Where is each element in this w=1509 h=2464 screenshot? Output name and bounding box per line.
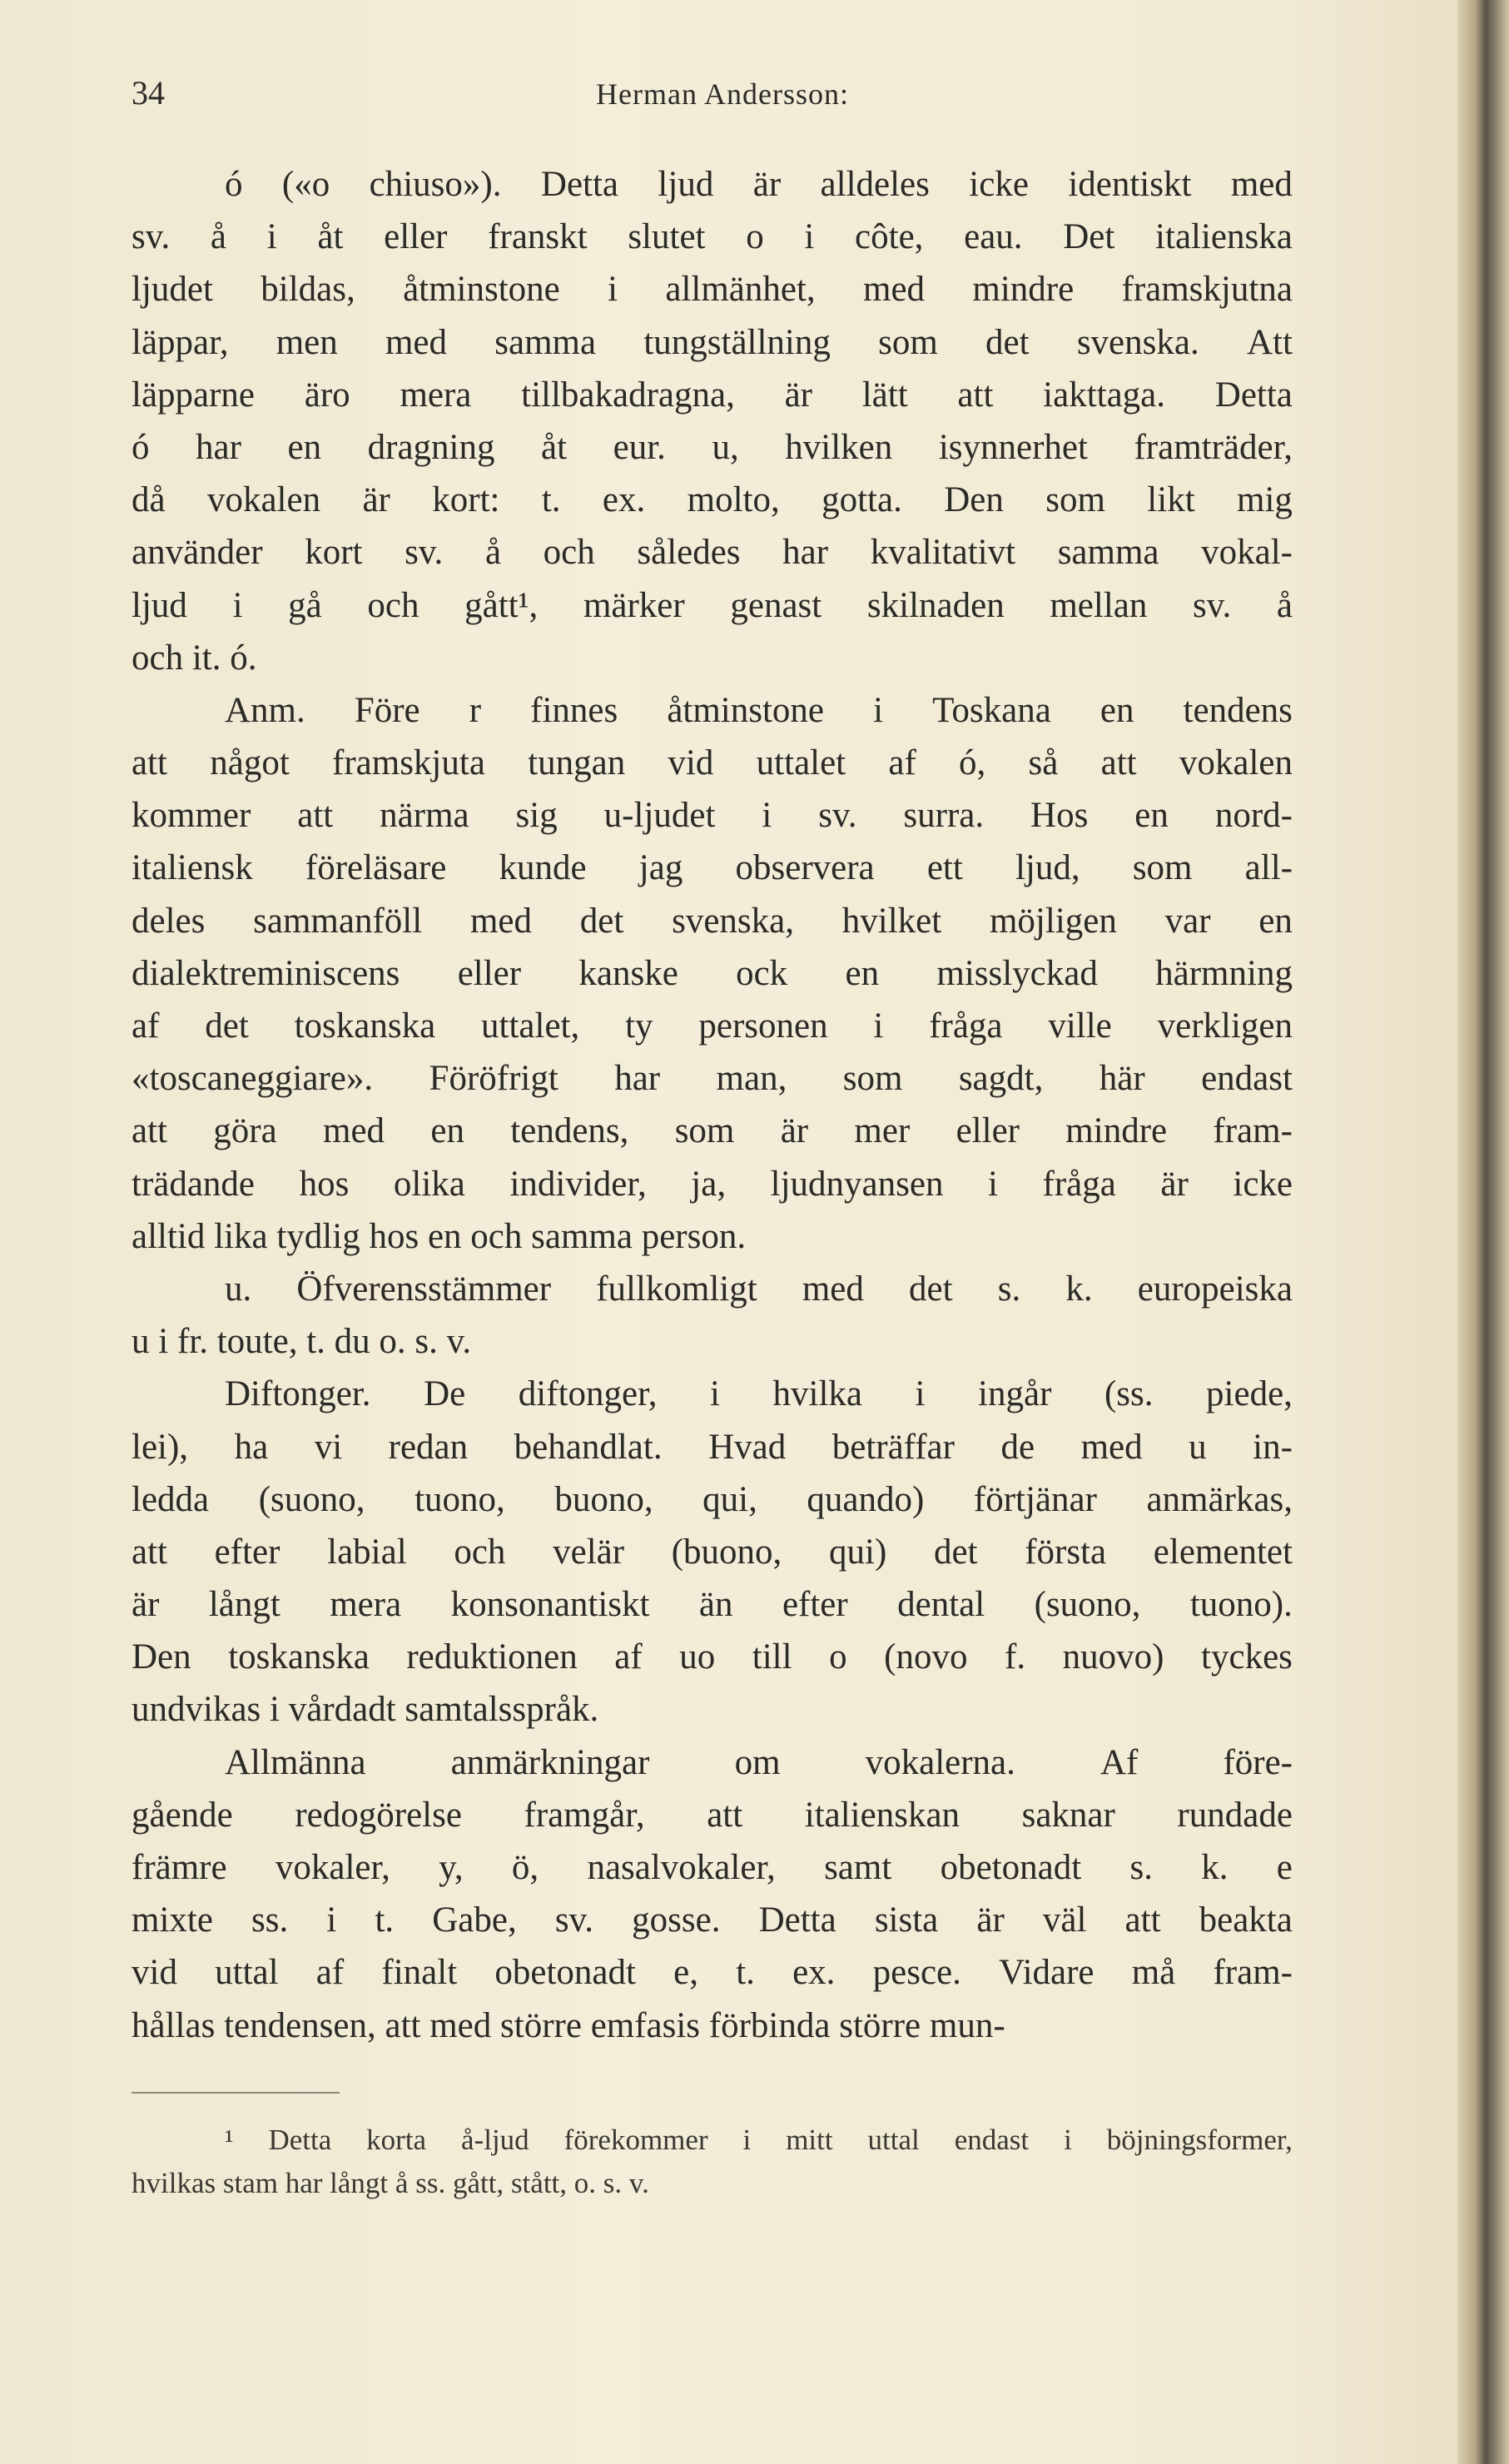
page-gutter-edge bbox=[1457, 0, 1509, 2464]
text-line: är långt mera konsonantiskt än efter dental (suono, tuono). bbox=[132, 1585, 1293, 1625]
text-line: läppar, men med samma tungställning som det svenska. Att bbox=[132, 322, 1293, 362]
text-line: af det toskanska uttalet, ty personen i fråga ville verkligen bbox=[132, 1006, 1293, 1046]
text-line: att efter labial och velär (buono, qui) det första elementet bbox=[132, 1532, 1293, 1572]
text-line: lei), ha vi redan behandlat. Hvad beträffar de med u in- bbox=[132, 1427, 1293, 1467]
text-line: främre vokaler, y, ö, nasalvokaler, samt obetonadt s. k. e bbox=[132, 1848, 1293, 1887]
footnote-rule bbox=[132, 2092, 340, 2094]
text-line: ledda (suono, tuono, buono, qui, quando) förtjänar anmärkas, bbox=[132, 1479, 1293, 1519]
page-number: 34 bbox=[132, 74, 165, 112]
text-line: ljud i gå och gått¹, märker genast skilnaden mellan sv. å bbox=[132, 585, 1293, 625]
text-line: och it. ó. bbox=[132, 638, 257, 678]
text-line: att göra med en tendens, som är mer eller mindre fram- bbox=[132, 1111, 1293, 1151]
text-line: Den toskanska reduktionen af uo till o (novo f. nuovo) tyckes bbox=[132, 1637, 1293, 1677]
page-header bbox=[132, 73, 1313, 123]
text-line: vid uttal af finalt obetonadt e, t. ex. pesce. Vidare må fram- bbox=[132, 1953, 1293, 1993]
text-line: deles sammanföll med det svenska, hvilket möjligen var en bbox=[132, 901, 1293, 941]
footnote-line: hvilkas stam har långt å ss. gått, stått, o. s. v. bbox=[132, 2167, 649, 2199]
text-line: «toscaneggiare». Föröfrigt har man, som sagdt, här endast bbox=[132, 1059, 1293, 1099]
text-line: ó («o chiuso»). Detta ljud är alldeles icke identiskt med bbox=[225, 165, 1293, 204]
running-head: Herman Andersson: bbox=[596, 77, 849, 111]
text-line: mixte ss. i t. Gabe, sv. gosse. Detta sista är väl att beakta bbox=[132, 1900, 1293, 1940]
text-line: u. Öfverensstämmer fullkomligt med det s. k. europeiska bbox=[225, 1269, 1293, 1309]
text-line: läpparne äro mera tillbakadragna, är lätt att iakttaga. Detta bbox=[132, 375, 1293, 415]
text-line: sv. å i åt eller franskt slutet o i côte, eau. Det italienska bbox=[132, 217, 1293, 257]
text-line: dialektreminiscens eller kanske ock en misslyckad härmning bbox=[132, 953, 1293, 993]
text-line: Anm. Före r finnes åtminstone i Toskana en tendens bbox=[225, 690, 1293, 730]
text-line: att något framskjuta tungan vid uttalet af ó, så att vokalen bbox=[132, 743, 1293, 783]
text-line: kommer att närma sig u-ljudet i sv. surra. Hos en nord- bbox=[132, 796, 1293, 836]
text-line: använder kort sv. å och således har kvalitativt samma vokal- bbox=[132, 533, 1293, 573]
text-line: ljudet bildas, åtminstone i allmänhet, med mindre framskjutna bbox=[132, 270, 1293, 310]
text-line: Diftonger. De diftonger, i hvilka i ingår (ss. piede, bbox=[225, 1374, 1293, 1414]
text-line: ó har en dragning åt eur. u, hvilken isynnerhet framträder, bbox=[132, 427, 1293, 467]
body-text bbox=[132, 158, 1293, 2052]
text-line: gående redogörelse framgår, att italienskan saknar rundade bbox=[132, 1795, 1293, 1835]
text-line: u i fr. toute, t. du o. s. v. bbox=[132, 1322, 472, 1362]
text-line: då vokalen är kort: t. ex. molto, gotta. Den som likt mig bbox=[132, 480, 1293, 520]
text-line: Allmänna anmärkningar om vokalerna. Af före- bbox=[225, 1742, 1293, 1782]
footnote-line: ¹ Detta korta å-ljud förekommer i mitt uttal endast i böjningsformer, bbox=[225, 2124, 1293, 2156]
text-line: alltid lika tydlig hos en och samma person. bbox=[132, 1216, 747, 1256]
footnotes bbox=[132, 2119, 1293, 2205]
text-line: hållas tendensen, att med större emfasis förbinda större mun- bbox=[132, 2005, 1005, 2045]
text-line: undvikas i vårdadt samtalsspråk. bbox=[132, 1690, 599, 1730]
text-line: italiensk föreläsare kunde jag observera ett ljud, som all- bbox=[132, 848, 1293, 888]
text-line: trädande hos olika individer, ja, ljudnyansen i fråga är icke bbox=[132, 1164, 1293, 1204]
